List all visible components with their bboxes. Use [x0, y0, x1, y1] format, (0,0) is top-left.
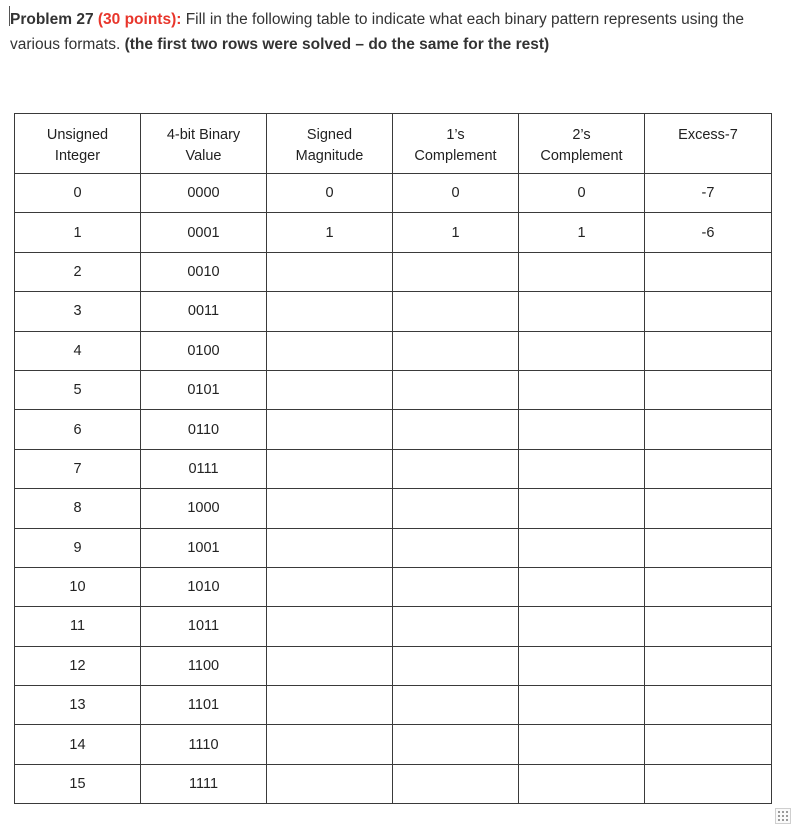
- table-cell-binary-value: 1010: [141, 567, 267, 606]
- table-cell-signed-magnitude[interactable]: [267, 370, 393, 409]
- table-cell-excess-7[interactable]: [645, 567, 772, 606]
- table-cell-ones-complement[interactable]: [393, 567, 519, 606]
- table-cell-ones-complement[interactable]: [393, 489, 519, 528]
- table-row: [15, 646, 772, 685]
- table-cell-signed-magnitude[interactable]: [267, 607, 393, 646]
- table-cell-ones-complement[interactable]: [393, 646, 519, 685]
- column-header-line: Excess-7: [678, 127, 738, 143]
- problem-note: (the first two rows were solved – do the same for the rest): [124, 36, 550, 53]
- table-cell-binary-value: 0111: [141, 449, 267, 488]
- table-cell-ones-complement[interactable]: [393, 292, 519, 331]
- table-cell-excess-7[interactable]: [645, 764, 772, 803]
- table-cell-signed-magnitude[interactable]: [267, 567, 393, 606]
- resize-grip-icon[interactable]: [775, 808, 791, 824]
- table-cell-unsigned-integer: 9: [15, 528, 141, 567]
- table-row: [15, 567, 772, 606]
- problem-instruction: Fill in the following table to indicate what each binary pattern represents using the various formats.: [10, 11, 745, 53]
- table-cell-signed-magnitude[interactable]: 1: [267, 213, 393, 252]
- table-cell-unsigned-integer: 15: [15, 764, 141, 803]
- problem-statement: [10, 7, 788, 57]
- table-cell-unsigned-integer: 6: [15, 410, 141, 449]
- column-header-line: Complement: [540, 148, 623, 164]
- table-cell-signed-magnitude[interactable]: [267, 646, 393, 685]
- table-row: [15, 449, 772, 488]
- table-cell-signed-magnitude[interactable]: [267, 489, 393, 528]
- table-cell-binary-value: 0101: [141, 370, 267, 409]
- table-cell-signed-magnitude[interactable]: [267, 725, 393, 764]
- table-cell-twos-complement[interactable]: [519, 252, 645, 291]
- table-cell-twos-complement[interactable]: [519, 607, 645, 646]
- table-cell-binary-value: 1011: [141, 607, 267, 646]
- table-cell-excess-7[interactable]: [645, 370, 772, 409]
- table-cell-signed-magnitude[interactable]: [267, 252, 393, 291]
- column-header-excess-7: [645, 114, 772, 174]
- table-cell-excess-7[interactable]: [645, 607, 772, 646]
- table-cell-excess-7[interactable]: -7: [645, 174, 772, 213]
- table-cell-signed-magnitude[interactable]: [267, 410, 393, 449]
- table-cell-binary-value: 0100: [141, 331, 267, 370]
- table-cell-ones-complement[interactable]: [393, 725, 519, 764]
- column-header-line: Magnitude: [295, 148, 364, 164]
- table-cell-twos-complement[interactable]: [519, 489, 645, 528]
- table-cell-twos-complement[interactable]: [519, 567, 645, 606]
- binary-formats-table: [14, 113, 772, 804]
- table-cell-twos-complement[interactable]: [519, 410, 645, 449]
- table-cell-binary-value: 0001: [141, 213, 267, 252]
- table-cell-unsigned-integer: 13: [15, 686, 141, 725]
- column-header-line: Integer: [54, 148, 101, 164]
- table-cell-signed-magnitude[interactable]: [267, 686, 393, 725]
- table-cell-twos-complement[interactable]: [519, 292, 645, 331]
- table-row: [15, 607, 772, 646]
- table-cell-excess-7[interactable]: [645, 292, 772, 331]
- table-cell-twos-complement[interactable]: 1: [519, 213, 645, 252]
- column-header-unsigned-integer: [15, 114, 141, 174]
- column-header-line: Value: [185, 148, 222, 164]
- table-cell-ones-complement[interactable]: [393, 528, 519, 567]
- table-row: [15, 410, 772, 449]
- table-cell-ones-complement[interactable]: 0: [393, 174, 519, 213]
- table-cell-unsigned-integer: 12: [15, 646, 141, 685]
- column-header-twos-complement: [519, 114, 645, 174]
- table-row: [15, 489, 772, 528]
- table-row: [15, 725, 772, 764]
- table-cell-unsigned-integer: 2: [15, 252, 141, 291]
- table-cell-unsigned-integer: 14: [15, 725, 141, 764]
- table-cell-excess-7[interactable]: [645, 725, 772, 764]
- table-cell-ones-complement[interactable]: [393, 764, 519, 803]
- table-cell-ones-complement[interactable]: [393, 686, 519, 725]
- table-cell-twos-complement[interactable]: [519, 449, 645, 488]
- table-cell-binary-value: 0000: [141, 174, 267, 213]
- table-cell-twos-complement[interactable]: 0: [519, 174, 645, 213]
- table-cell-signed-magnitude[interactable]: 0: [267, 174, 393, 213]
- table-cell-binary-value: 1000: [141, 489, 267, 528]
- table-cell-unsigned-integer: 5: [15, 370, 141, 409]
- table-cell-binary-value: 0110: [141, 410, 267, 449]
- table-cell-ones-complement[interactable]: [393, 331, 519, 370]
- table-cell-binary-value: 0010: [141, 252, 267, 291]
- table-cell-twos-complement[interactable]: [519, 370, 645, 409]
- table-row: [15, 528, 772, 567]
- table-cell-unsigned-integer: 4: [15, 331, 141, 370]
- table-cell-ones-complement[interactable]: [393, 370, 519, 409]
- table-cell-unsigned-integer: 3: [15, 292, 141, 331]
- column-header-binary-value: [141, 114, 267, 174]
- table-cell-binary-value: 1111: [141, 764, 267, 803]
- table-cell-excess-7[interactable]: [645, 528, 772, 567]
- table-cell-excess-7[interactable]: [645, 686, 772, 725]
- table-cell-ones-complement[interactable]: [393, 449, 519, 488]
- table-cell-ones-complement[interactable]: [393, 607, 519, 646]
- table-row: [15, 331, 772, 370]
- table-cell-unsigned-integer: 1: [15, 213, 141, 252]
- table-cell-unsigned-integer: 7: [15, 449, 141, 488]
- column-header-signed-magnitude: [267, 114, 393, 174]
- table-row: [15, 686, 772, 725]
- table-cell-binary-value: 1110: [141, 725, 267, 764]
- table-cell-signed-magnitude[interactable]: [267, 528, 393, 567]
- column-header-ones-complement: [393, 114, 519, 174]
- table-cell-ones-complement[interactable]: [393, 252, 519, 291]
- table-row: [15, 174, 772, 213]
- column-header-line: Unsigned: [46, 127, 109, 143]
- table-cell-binary-value: 1001: [141, 528, 267, 567]
- table-row: [15, 252, 772, 291]
- table-cell-excess-7[interactable]: -6: [645, 213, 772, 252]
- table-cell-signed-magnitude[interactable]: [267, 331, 393, 370]
- table-cell-twos-complement[interactable]: [519, 725, 645, 764]
- table-cell-twos-complement[interactable]: [519, 764, 645, 803]
- table-cell-excess-7[interactable]: [645, 449, 772, 488]
- table-cell-binary-value: 1100: [141, 646, 267, 685]
- table-cell-twos-complement[interactable]: [519, 646, 645, 685]
- column-header-line: Signed: [306, 127, 353, 143]
- table-cell-excess-7[interactable]: [645, 410, 772, 449]
- table-cell-twos-complement[interactable]: [519, 331, 645, 370]
- table-header-row: [15, 114, 772, 174]
- table-cell-twos-complement[interactable]: [519, 686, 645, 725]
- table-cell-twos-complement[interactable]: [519, 528, 645, 567]
- column-header-line: 4-bit Binary: [166, 127, 241, 143]
- table-cell-signed-magnitude[interactable]: [267, 764, 393, 803]
- table-cell-ones-complement[interactable]: 1: [393, 213, 519, 252]
- table-row: [15, 292, 772, 331]
- problem-label: Problem 27: [10, 11, 94, 28]
- table-cell-unsigned-integer: 0: [15, 174, 141, 213]
- table-cell-excess-7[interactable]: [645, 646, 772, 685]
- table-cell-binary-value: 0011: [141, 292, 267, 331]
- table-cell-unsigned-integer: 8: [15, 489, 141, 528]
- table-row: [15, 764, 772, 803]
- table-cell-excess-7[interactable]: [645, 252, 772, 291]
- problem-points: (30 points):: [97, 11, 182, 28]
- table-row: [15, 213, 772, 252]
- table-cell-binary-value: 1101: [141, 686, 267, 725]
- table-cell-excess-7[interactable]: [645, 489, 772, 528]
- table-cell-unsigned-integer: 11: [15, 607, 141, 646]
- table-row: [15, 370, 772, 409]
- table-cell-ones-complement[interactable]: [393, 410, 519, 449]
- column-header-line: 2’s: [572, 127, 591, 143]
- table-cell-excess-7[interactable]: [645, 331, 772, 370]
- table-body: [15, 174, 772, 804]
- table-cell-signed-magnitude[interactable]: [267, 449, 393, 488]
- table-cell-unsigned-integer: 10: [15, 567, 141, 606]
- column-header-line: Complement: [414, 148, 497, 164]
- column-header-line: 1’s: [446, 127, 465, 143]
- table-cell-signed-magnitude[interactable]: [267, 292, 393, 331]
